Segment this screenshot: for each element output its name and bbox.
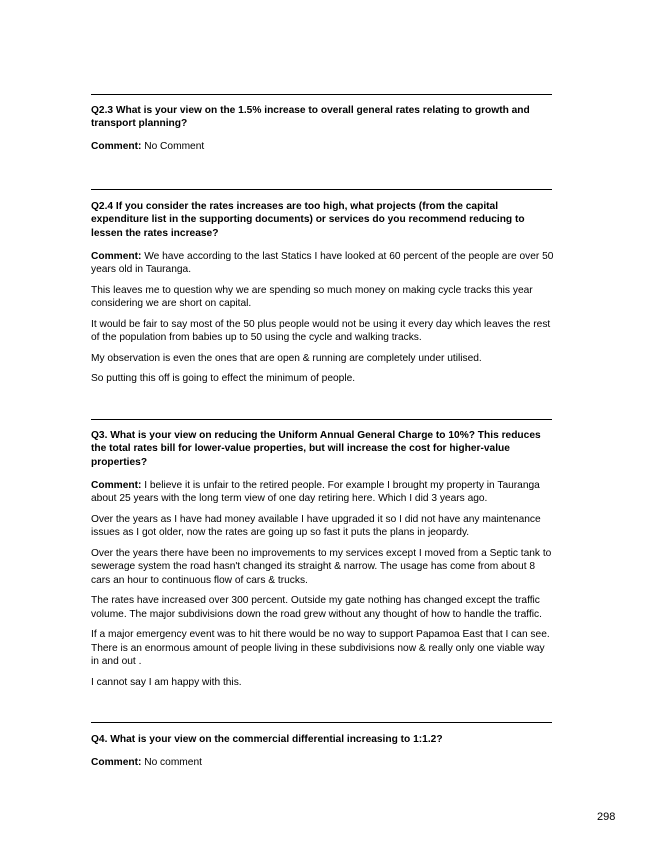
comment-paragraph: Over the years as I have had money available I have upgraded it so I did not have any maintenance issues as I got older, now the rates are going up so fast it puts the plans in jeopardy. [91, 513, 541, 539]
section-divider [91, 189, 552, 190]
question-heading: Q2.3 What is your view on the 1.5% increase to overall general rates relating to growth and transport planning? [91, 105, 530, 130]
question-heading: Q4. What is your view on the commercial differential increasing to 1:1.2? [91, 734, 443, 745]
comment-label: Comment: [91, 479, 142, 491]
comment-paragraph: I cannot say I am happy with this. [91, 676, 242, 688]
comment-paragraph: So putting this off is going to effect the minimum of people. [91, 373, 356, 385]
comment-paragraph [91, 756, 555, 769]
comment-paragraph [91, 140, 555, 153]
section-q2-4 [91, 200, 555, 386]
question-heading: Q3. What is your view on reducing the Uniform Annual General Charge to 10%? This reduces the total rates bill for lower-value properties, but will increase the cost for higher-value properties? [91, 430, 541, 468]
comment-text: No comment [141, 756, 202, 768]
comment-label: Comment: [91, 141, 142, 153]
comment-text: We have according to the last Statics I have looked at 60 percent of the people are over 50 years old in Tauranga. [91, 250, 554, 276]
comment-text: I believe it is unfair to the retired people. For example I brought my property in Tauranga about 25 years with the long term view of one day retiring here. Which I did 3 years ago. [91, 479, 540, 505]
comment-paragraph: This leaves me to question why we are spending so much money on making cycle tracks this year considering we are short on capital. [91, 284, 533, 310]
section-divider [91, 722, 552, 723]
comment-paragraph: Over the years there have been no improvements to my services except I moved from a Septic tank to sewerage system the road hasn't changed its straight & narrow. The usage has come from about 8 cars an hour to continuous flow of cars & trucks. [91, 547, 552, 586]
comment-label: Comment: [91, 756, 142, 768]
page-number: 298 [597, 811, 616, 823]
section-divider [91, 419, 552, 420]
comment-text: No Comment [141, 141, 205, 153]
comment-label: Comment: [91, 250, 142, 262]
comment-paragraph [91, 479, 555, 506]
question-heading: Q2.4 If you consider the rates increases are too high, what projects (from the capital expenditure list in the supporting documents) or services do you recommend reducing to lessen the rates increase? [91, 201, 525, 239]
comment-paragraph: My observation is even the ones that are open & running are completely under utilised. [91, 352, 482, 364]
section-q2-3 [91, 104, 555, 154]
comment-paragraph: The rates have increased over 300 percent. Outside my gate nothing has changed except the traffic volume. The major subdivisions down the road grew without any thought of how to handle the traffic. [91, 595, 542, 620]
section-divider [91, 94, 552, 95]
section-q4 [91, 733, 555, 769]
comment-paragraph: If a major emergency event was to hit there would be no way to support Papamoa East that I can see. There is an enormous amount of people living in these subdivisions now & really only one viable way in and out . [91, 629, 550, 667]
section-q3 [91, 429, 555, 689]
comment-paragraph: It would be fair to say most of the 50 plus people would not be using it every day which leaves the rest of the population from babies up to 50 using the cycle and walking tracks. [91, 318, 551, 344]
comment-paragraph [91, 250, 555, 277]
